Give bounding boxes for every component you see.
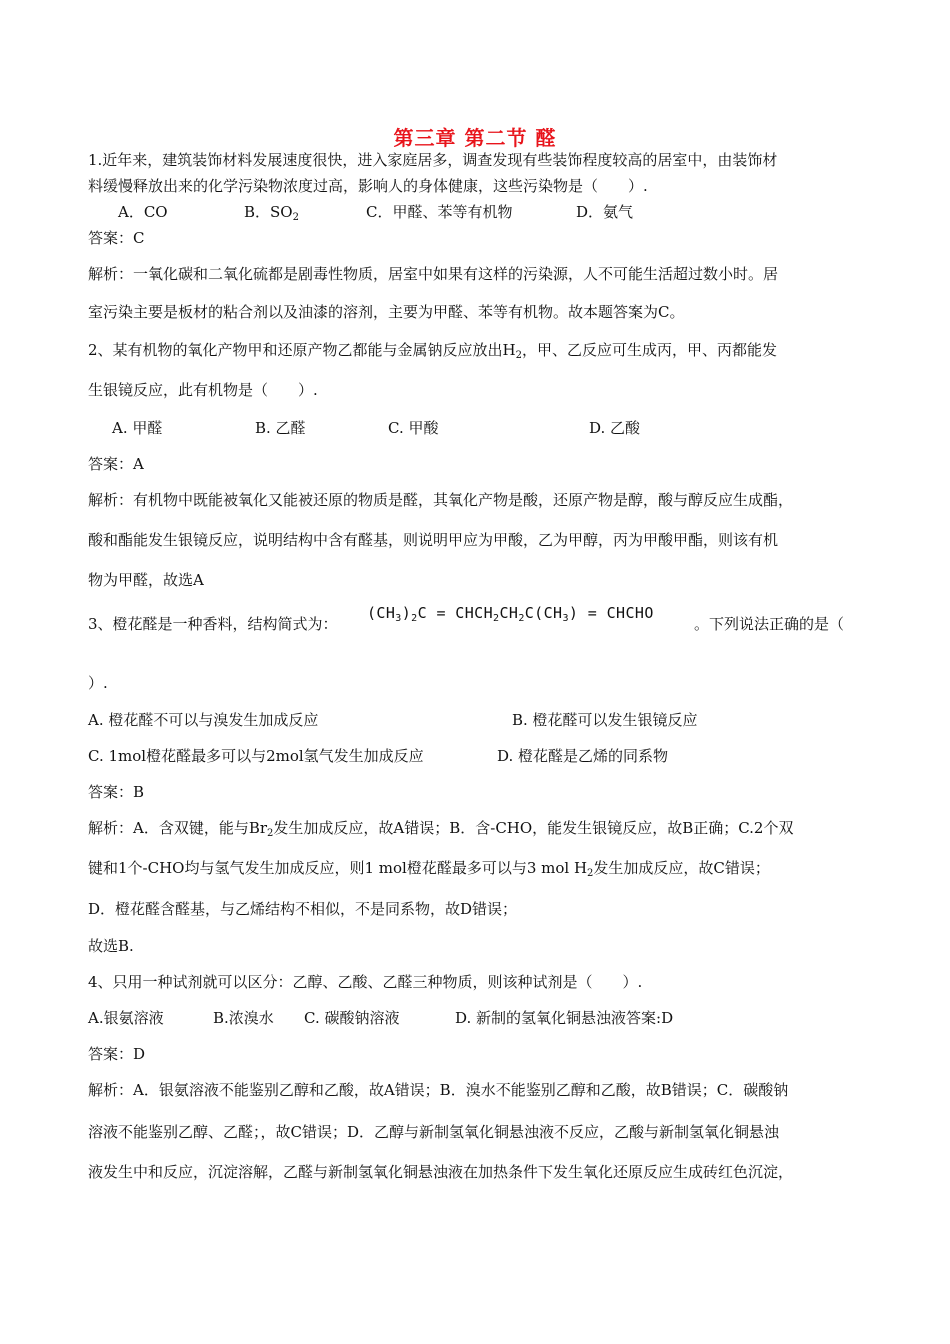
q1-analysis-line1: 解析：一氧化碳和二氧化硫都是剧毒性物质，居室中如果有这样的污染源，人不可能生活超过数小时。居	[88, 265, 779, 283]
q1-stem-line2: 料缓慢释放出来的化学污染物浓度过高，影响人的身体健康，这些污染物是（ ）.	[88, 177, 648, 195]
q2-option-a: A. 甲醛	[112, 419, 163, 437]
q4-option-b: B.浓溴水	[213, 1009, 274, 1027]
q2-option-d: D. 乙酸	[589, 419, 641, 437]
q4-option-a: A.银氨溶液	[88, 1009, 164, 1027]
q4-analysis-line1: 解析：A．银氨溶液不能鉴别乙醇和乙酸，故A错误；B．溴水不能鉴别乙醇和乙酸，故B错误；C．碳酸钠	[88, 1081, 789, 1099]
q2-analysis-line3: 物为甲醛，故选A	[88, 571, 204, 589]
q4-option-c: C. 碳酸钠溶液	[304, 1009, 400, 1027]
q3-option-c: C. 1mol橙花醛最多可以与2mol氢气发生加成反应	[88, 747, 424, 765]
q4-option-d: D. 新制的氢氧化铜悬浊液答案:D	[455, 1009, 674, 1027]
q3-stem-line1-prefix: 3、橙花醛是一种香料，结构简式为：	[88, 615, 338, 633]
q3-analysis-line1: 解析：A．含双键，能与$Br_2$发生加成反应，故A错误；B．含-CHO，能发生银镜反应，故B正确；C.2个双	[88, 819, 794, 839]
q1-answer: 答案：C	[88, 229, 145, 247]
q1-analysis-line2: 室污染主要是板材的粘合剂以及油漆的溶剂，主要为甲醛、苯等有机物。故本题答案为C。	[88, 303, 685, 321]
q3-option-a: A. 橙花醛不可以与溴发生加成反应	[88, 711, 319, 729]
q2-analysis-line1: 解析：有机物中既能被氧化又能被还原的物质是醛，其氧化产物是酸，还原产物是醇，酸与醇反应生成酯，	[88, 491, 794, 509]
q2-option-b: B. 乙醛	[255, 419, 306, 437]
q1-option-b: B．$SO_2$	[244, 203, 299, 223]
q3-stem-line2: ）.	[88, 674, 108, 692]
structural-formula: $(CH_3)_2C$ = $CHCH_2CH_2C(CH_3)$ = CHCHO	[367, 604, 654, 624]
q3-option-b: B. 橙花醛可以发生银镜反应	[512, 711, 698, 729]
page-title: 第三章 第二节 醛	[393, 126, 557, 150]
q1-option-d: D．氨气	[576, 203, 634, 221]
q2-option-c: C. 甲酸	[388, 419, 439, 437]
q3-stem-line1-suffix: 。下列说法正确的是（	[694, 615, 845, 633]
q2-stem-line1: 2、某有机物的氧化产物甲和还原产物乙都能与金属钠反应放出$H_2$，甲、乙反应可生成丙，甲、丙都能发	[88, 341, 778, 361]
q3-analysis-line2: 键和1个-CHO均与氢气发生加成反应，则1 mol橙花醛最多可以与3 mol $H_2$发生加成反应，故C错误；	[88, 859, 770, 879]
q3-answer: 答案：B	[88, 783, 145, 801]
q1-option-a: A．CO	[118, 203, 168, 221]
q2-answer: 答案：A	[88, 455, 144, 473]
q2-analysis-line2: 酸和酯能发生银镜反应，说明结构中含有醛基，则说明甲应为甲酸，乙为甲醇，丙为甲酸甲酯，则该有机	[88, 531, 779, 549]
q2-stem-line2: 生银镜反应，此有机物是（ ）.	[88, 381, 318, 399]
q3-option-d: D. 橙花醛是乙烯的同系物	[497, 747, 669, 765]
q1-option-c: C．甲醛、苯等有机物	[366, 203, 513, 221]
q4-analysis-line2: 溶液不能鉴别乙醇、乙醛；，故C错误；D．乙醇与新制氢氧化铜悬浊液不反应，乙酸与新制氢氧化铜悬浊	[88, 1123, 780, 1141]
q4-analysis-line3: 液发生中和反应，沉淀溶解，乙醛与新制氢氧化铜悬浊液在加热条件下发生氧化还原反应生成砖红色沉淀，	[88, 1163, 794, 1181]
q4-answer: 答案：D	[88, 1045, 146, 1063]
q4-stem: 4、只用一种试剂就可以区分：乙醇、乙酸、乙醛三种物质，则该种试剂是（ ）.	[88, 973, 643, 991]
q3-analysis-line4: 故选B.	[88, 937, 134, 955]
q3-analysis-line3: D．橙花醛含醛基，与乙烯结构不相似，不是同系物，故D错误；	[88, 900, 518, 918]
q1-stem-line1: 1.近年来，建筑装饰材料发展速度很快，进入家庭居多，调查发现有些装饰程度较高的居室中，由装饰材	[88, 151, 778, 169]
